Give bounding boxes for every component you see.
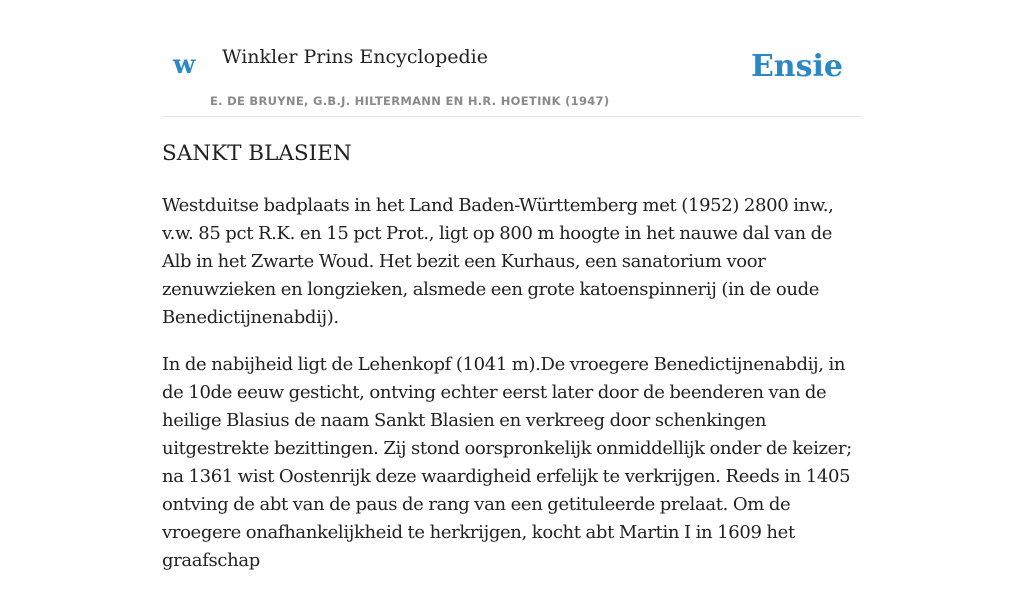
article-paragraph: In de nabijheid ligt de Lehenkopf (1041 m).De vroegere Benedictijnenabdij, in de 10de eeuw gesticht, ontving echter eerst later door de beenderen van de heilige Blasius de naam Sankt Blasien en verkreeg door schenkingen uitgestrekte bezittingen. Zij stond oorspronkelijk onmiddellijk onder de keizer; na 1361 wist Oostenrijk deze waardigheid erfelijk te verkrijgen. Reeds in 1405 ontving de abt van de paus de rang van een getituleerde prelaat. Om de vroegere onafhankelijkheid te herkrijgen, kocht abt Martin I in 1609 het graafschap <box>162 354 852 571</box>
site-header <box>162 0 862 117</box>
article-title: SANKT BLASIEN <box>162 141 352 166</box>
source-title[interactable]: Winkler Prins Encyclopedie <box>222 46 488 68</box>
ensie-logo[interactable]: Ensie <box>750 49 843 84</box>
winkler-prins-logo[interactable]: w <box>173 50 196 80</box>
article-paragraph: Westduitse badplaats in het Land Baden-Württemberg met (1952) 2800 inw., v.w. 85 pct R.K. en 15 pct Prot., ligt op 800 m hoogte in het nauwe dal van de Alb in het Zwarte Woud. Het bezit een Kurhaus, een sanatorium voor zenuwzieken en longzieken, alsmede een grote katoenspinnerij (in de oude Benedictijnenabdij). <box>162 195 834 328</box>
article-body <box>162 192 862 594</box>
source-authors: E. DE BRUYNE, G.B.J. HILTERMANN EN H.R. HOETINK (1947) <box>210 94 610 108</box>
